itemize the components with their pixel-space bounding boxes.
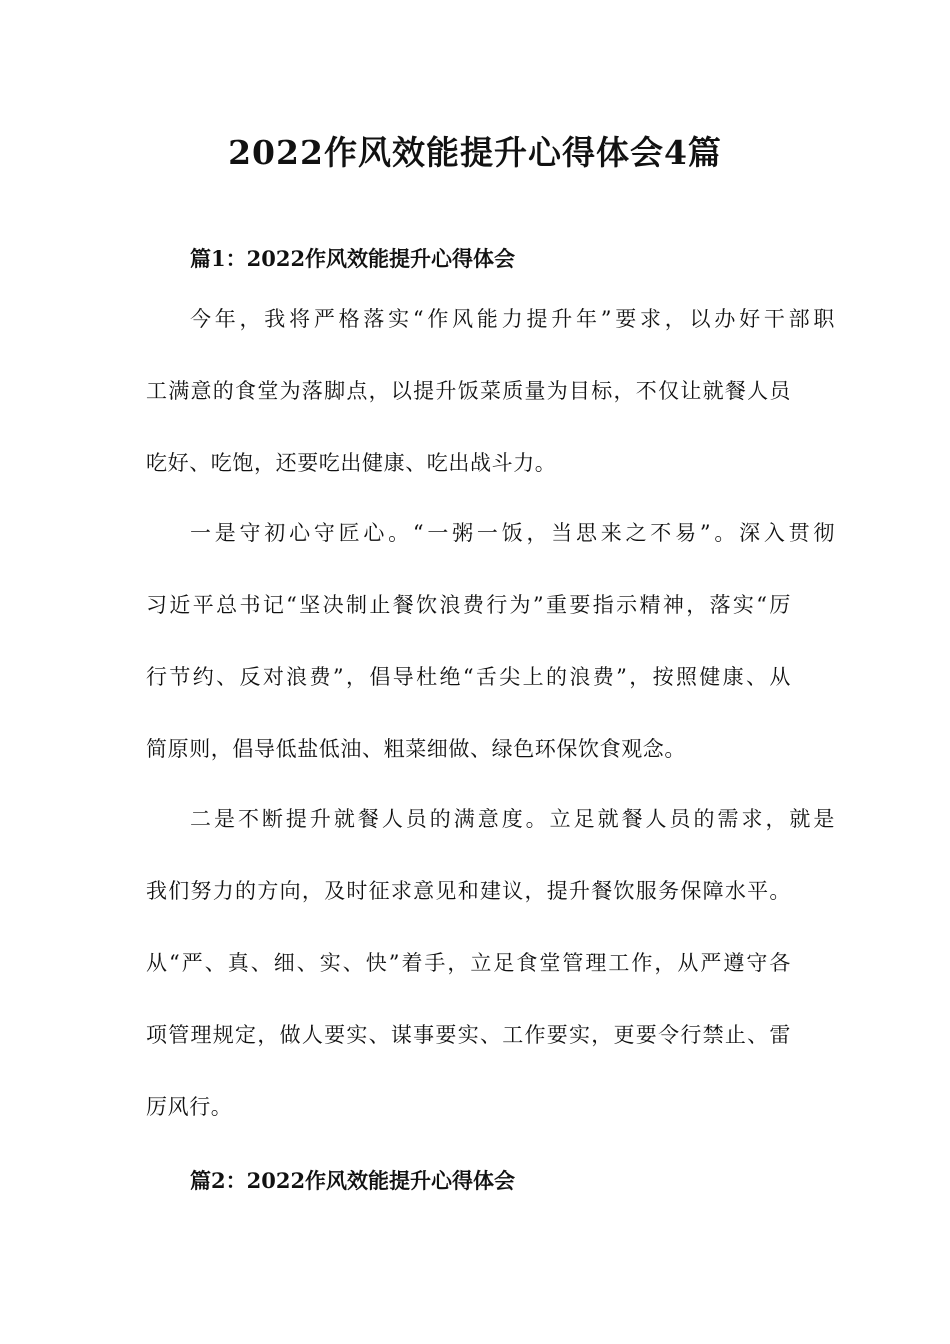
paragraph-line: 吃好、吃饱，还要吃出健康、吃出战斗力。 — [146, 451, 557, 475]
paragraph-line: 厉风行。 — [146, 1095, 233, 1119]
paragraph-1 — [146, 303, 835, 519]
paragraph-line: 今年，我将严格落实“作风能力提升年”要求，以办好干部职 — [190, 307, 835, 331]
paragraph-line: 我们努力的方向，及时征求意见和建议，提升餐饮服务保障水平。 — [146, 879, 791, 903]
paragraph-line: 一是守初心守匠心。“一粥一饭，当思来之不易”。深入贯彻 — [190, 521, 835, 545]
document-title: 2022作风效能提升心得体会4篇 — [228, 133, 722, 172]
paragraph-3 — [146, 803, 835, 1163]
section-heading-2: 篇2：2022作风效能提升心得体会 — [190, 1168, 516, 1193]
paragraph-line: 从“严、真、细、实、快”着手，立足食堂管理工作，从严遵守各 — [146, 951, 791, 975]
paragraph-line: 行节约、反对浪费”，倡导杜绝“舌尖上的浪费”，按照健康、从 — [146, 665, 791, 689]
paragraph-2 — [146, 517, 835, 805]
paragraph-line: 工满意的食堂为落脚点，以提升饭菜质量为目标，不仅让就餐人员 — [146, 379, 791, 403]
paragraph-line: 简原则，倡导低盐低油、粗菜细做、绿色环保饮食观念。 — [146, 737, 686, 761]
paragraph-line: 二是不断提升就餐人员的满意度。立足就餐人员的需求，就是 — [190, 807, 835, 831]
section-heading-1: 篇1：2022作风效能提升心得体会 — [190, 246, 516, 271]
paragraph-line: 项管理规定，做人要实、谋事要实、工作要实，更要令行禁止、雷 — [146, 1023, 791, 1047]
paragraph-line: 习近平总书记“坚决制止餐饮浪费行为”重要指示精神，落实“厉 — [146, 593, 791, 617]
